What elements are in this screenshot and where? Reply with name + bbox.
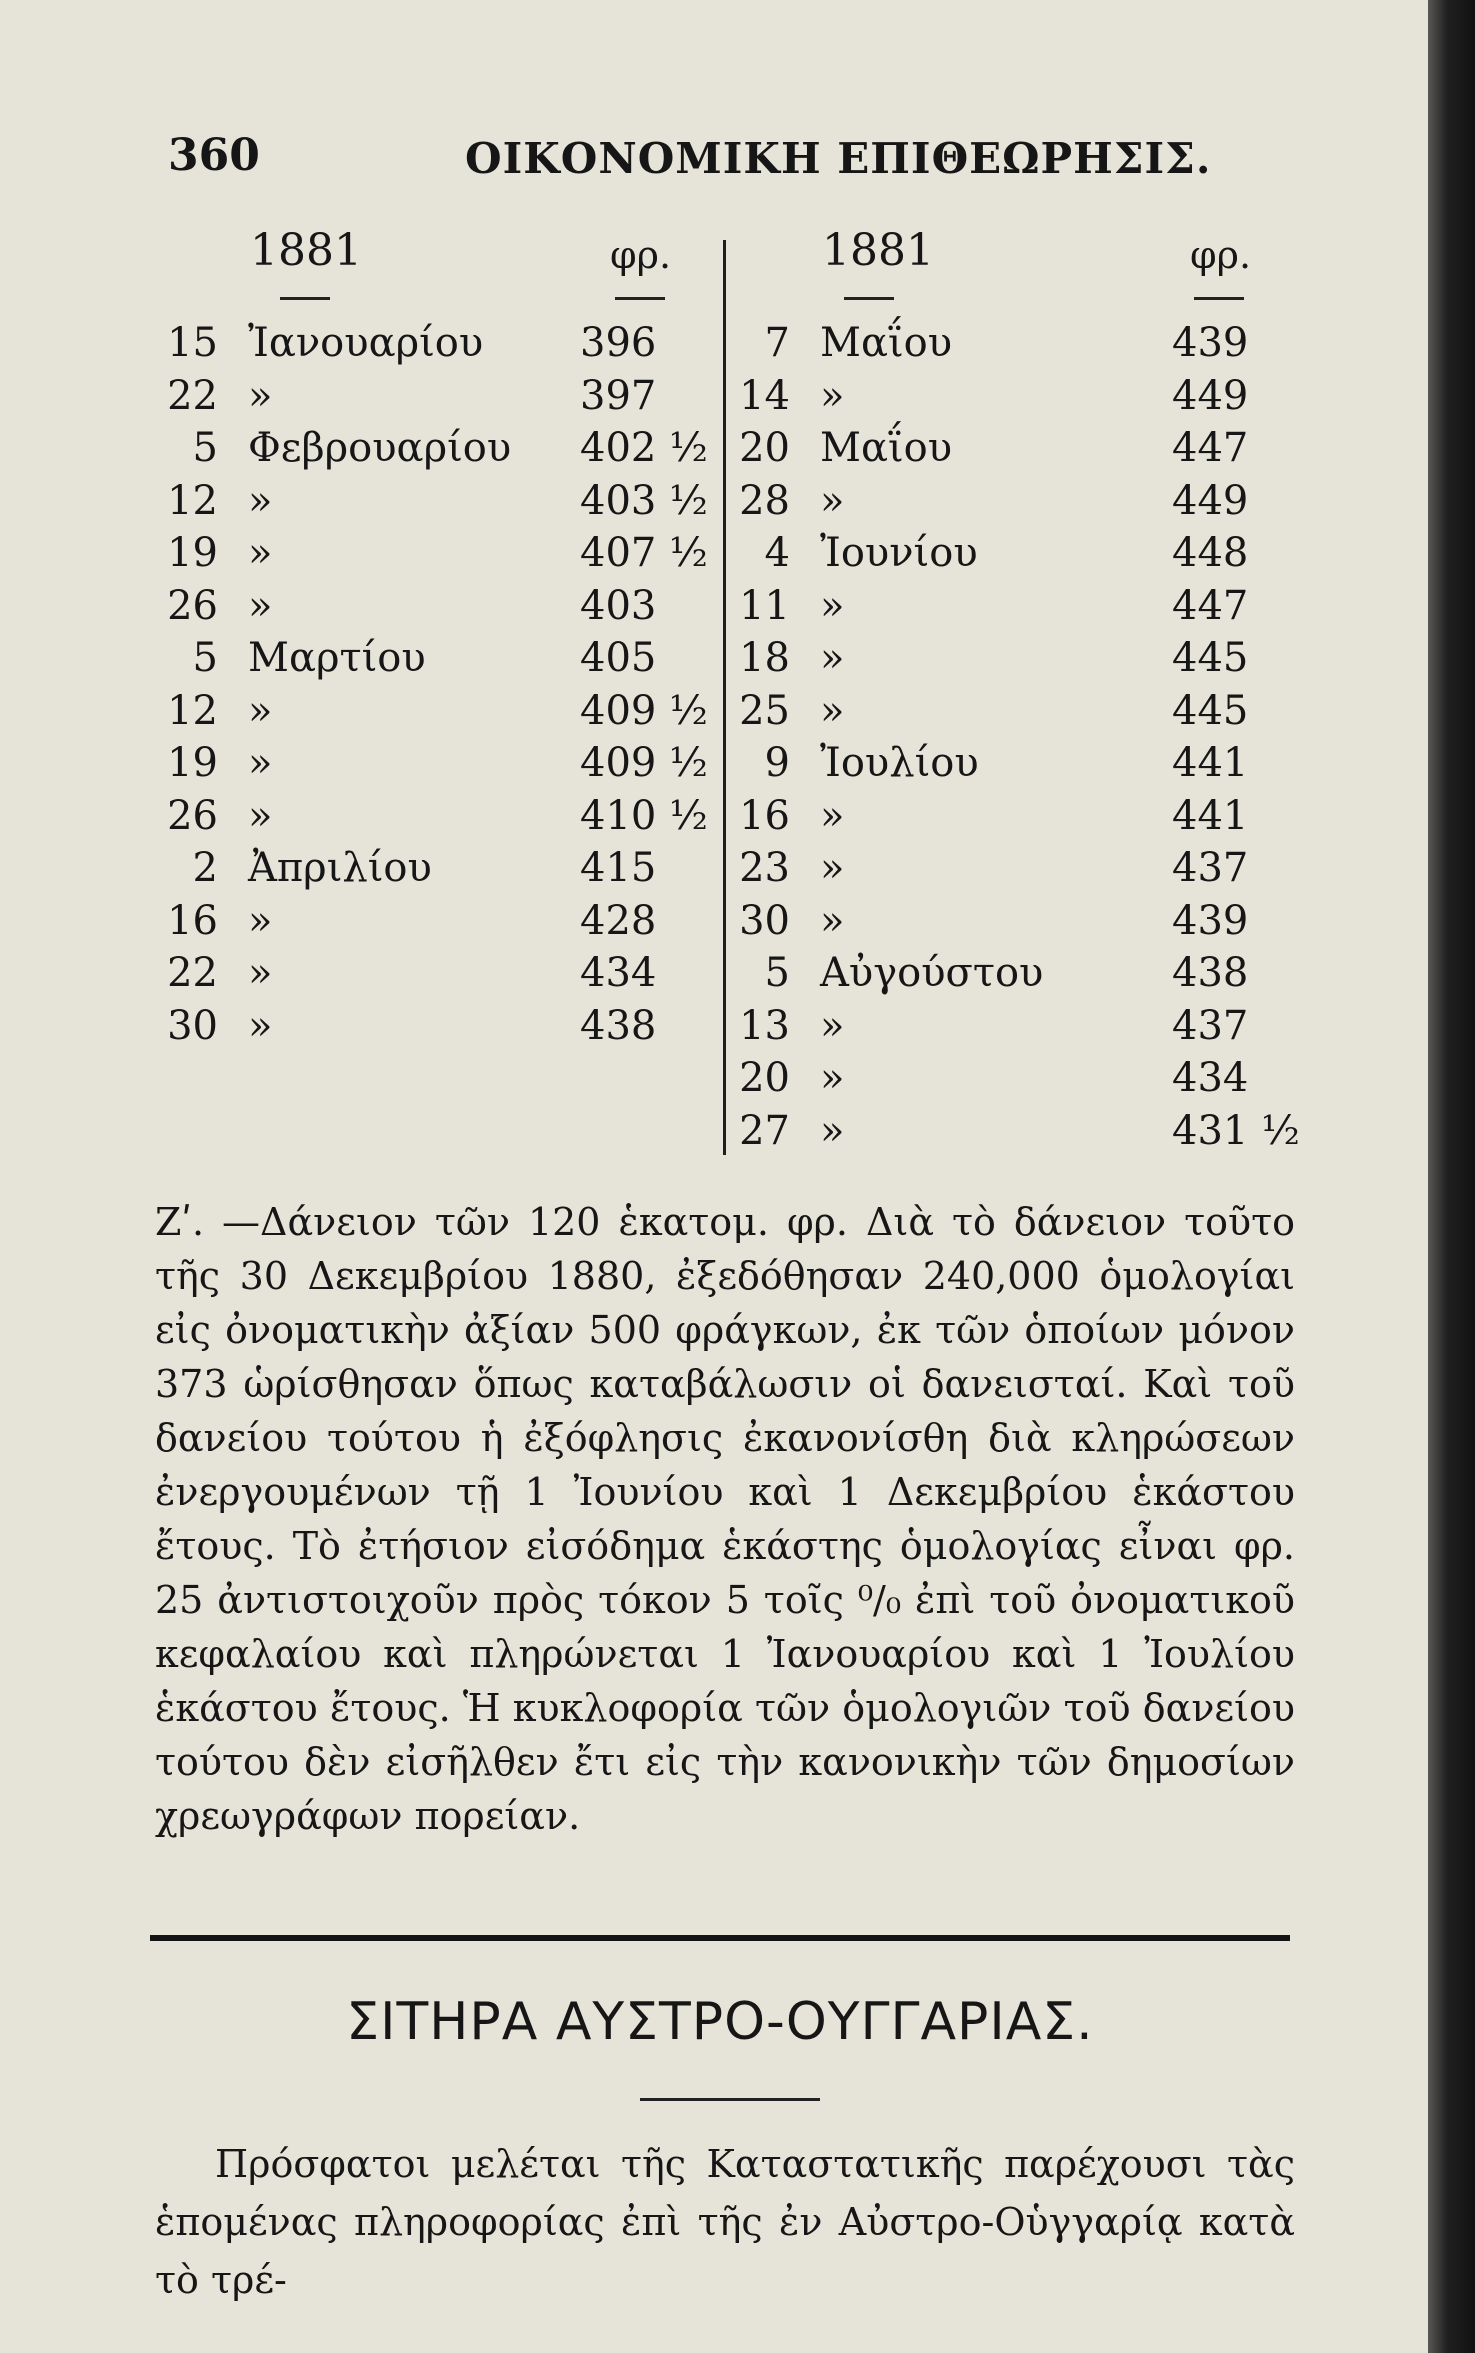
row-day: 19 (167, 740, 218, 786)
table-row (160, 1000, 720, 1052)
row-day: 22 (167, 372, 218, 419)
row-value: 403 (580, 582, 657, 629)
row-month: » (248, 687, 273, 734)
row-day: 4 (764, 530, 790, 576)
column-dash (615, 297, 665, 300)
row-month: Ἰανουαρίου (248, 320, 484, 366)
row-month: » (248, 950, 273, 996)
table-row (160, 737, 720, 789)
row-month: Ἀπριλίου (248, 845, 432, 891)
row-month: » (820, 792, 845, 839)
row-value: 407 ½ (580, 530, 708, 576)
table-row (160, 685, 720, 737)
row-day: 23 (739, 845, 790, 891)
row-value: 437 (1172, 1002, 1249, 1049)
running-title: ΟΙΚΟΝΟΜΙΚΗ ΕΠΙΘΕΩΡΗΣΙΣ. (465, 134, 1212, 183)
row-day: 19 (167, 530, 218, 576)
row-value: 437 (1172, 845, 1249, 891)
table-column-right (732, 225, 1300, 1175)
row-month: Ἰουλίου (820, 740, 979, 786)
row-day: 12 (167, 477, 218, 524)
row-day: 26 (167, 792, 218, 839)
row-day: 14 (739, 372, 790, 419)
table-row (732, 737, 1292, 789)
row-day: 27 (739, 1107, 790, 1154)
row-month: » (820, 582, 845, 629)
row-value: 410 ½ (580, 792, 708, 839)
row-month: » (248, 740, 273, 786)
table-row (160, 422, 720, 474)
column-year: 1881 (822, 225, 934, 276)
row-value: 434 (1172, 1055, 1249, 1101)
row-value: 431 ½ (1172, 1107, 1300, 1154)
row-month: » (248, 792, 273, 839)
row-day: 5 (764, 950, 790, 996)
column-unit: φρ. (610, 233, 672, 277)
row-day: 28 (739, 477, 790, 524)
row-day: 9 (764, 740, 790, 786)
table-row (732, 1105, 1300, 1157)
row-value: 438 (1172, 950, 1249, 996)
page-header (160, 118, 1290, 188)
table-row (160, 895, 720, 947)
section-title: ΣΙΤΗΡΑ ΑΥΣΤΡΟ-ΟΥΓΓΑΡΙΑΣ. (346, 1992, 1094, 2052)
row-month: Μαρτίου (248, 635, 426, 681)
row-month: » (248, 582, 273, 629)
row-value: 434 (580, 950, 657, 996)
row-day: 5 (192, 635, 218, 681)
row-month: » (248, 897, 273, 944)
row-value: 445 (1172, 635, 1249, 681)
table-row (160, 475, 720, 527)
row-value: 448 (1172, 530, 1249, 576)
column-unit: φρ. (1190, 233, 1252, 277)
table-row (160, 370, 720, 422)
book-spine-shadow (1428, 0, 1475, 2353)
table-row (732, 317, 1292, 369)
row-day: 11 (739, 582, 790, 629)
row-month: » (248, 372, 273, 419)
row-month: Φεβρουαρίου (248, 425, 512, 471)
intro-paragraph (155, 2135, 1295, 2309)
row-month: » (820, 1055, 845, 1101)
row-day: 26 (167, 582, 218, 629)
row-month: » (820, 477, 845, 524)
table-row (160, 632, 720, 684)
table-row (732, 527, 1292, 579)
column-divider (723, 240, 726, 1155)
row-day: 20 (739, 425, 790, 471)
row-day: 12 (167, 687, 218, 734)
row-value: 439 (1172, 320, 1249, 366)
column-year: 1881 (250, 225, 362, 276)
row-month: » (820, 635, 845, 681)
row-month: » (820, 1107, 845, 1154)
row-day: 7 (764, 320, 790, 366)
row-day: 16 (167, 897, 218, 944)
table-row (160, 842, 720, 894)
row-month: » (248, 477, 273, 524)
row-day: 30 (167, 1002, 218, 1049)
table-row (160, 317, 720, 369)
row-value: 403 ½ (580, 477, 708, 524)
row-day: 22 (167, 950, 218, 996)
table-row (732, 895, 1292, 947)
row-month: » (820, 372, 845, 419)
loan-paragraph (155, 1195, 1295, 1843)
row-value: 415 (580, 845, 657, 891)
row-value: 409 ½ (580, 740, 708, 786)
row-month: » (820, 687, 845, 734)
row-value: 402 ½ (580, 425, 708, 471)
row-month: » (820, 845, 845, 891)
row-month: Ἰουνίου (820, 530, 978, 576)
row-value: 441 (1172, 740, 1249, 786)
table-row (732, 475, 1292, 527)
row-day: 2 (192, 845, 218, 891)
column-dash (280, 297, 330, 300)
row-month: Αὐγούστου (820, 950, 1044, 996)
section-short-rule (640, 2098, 820, 2101)
section-rule (150, 1935, 1290, 1941)
table-row (160, 790, 720, 842)
row-month: » (248, 530, 273, 576)
table-row (732, 1000, 1292, 1052)
intro-paragraph-text: Πρόσφατοι μελέται τῆς Καταστατικῆς παρέχουσι τὰς ἑπομένας πληροφορίας ἐπὶ τῆς ἐν Αὐστρο-Οὑγγαρίᾳ κατὰ τὸ τρέ- (155, 2142, 1295, 2302)
row-value: 428 (580, 897, 657, 944)
row-day: 15 (167, 320, 218, 366)
table-row (732, 842, 1292, 894)
row-month: » (820, 1002, 845, 1049)
column-dash (1194, 297, 1244, 300)
row-value: 405 (580, 635, 657, 681)
table-row (732, 422, 1292, 474)
row-value: 449 (1172, 477, 1249, 524)
row-value: 409 ½ (580, 687, 708, 734)
row-value: 439 (1172, 897, 1249, 944)
row-value: 447 (1172, 425, 1249, 471)
row-month: » (820, 897, 845, 944)
row-value: 445 (1172, 687, 1249, 734)
row-day: 18 (739, 635, 790, 681)
row-value: 441 (1172, 792, 1249, 839)
table-row (732, 947, 1292, 999)
row-month: Μαΐου (820, 320, 953, 366)
table-row (732, 580, 1292, 632)
table-row (732, 1052, 1292, 1104)
table-row (732, 370, 1292, 422)
table-row (160, 580, 720, 632)
row-value: 449 (1172, 372, 1249, 419)
row-day: 30 (739, 897, 790, 944)
row-month: Μαΐου (820, 425, 953, 471)
table-row (732, 790, 1292, 842)
table-row (160, 947, 720, 999)
row-day: 25 (739, 687, 790, 734)
row-month: » (248, 1002, 273, 1049)
table-column-left (160, 225, 720, 1175)
row-day: 16 (739, 792, 790, 839)
loan-paragraph-text: Ζʹ. —Δάνειον τῶν 120 ἑκατομ. φρ. Διὰ τὸ δάνειον τοῦτο τῆς 30 Δεκεμβρίου 1880, ἐξεδόθησαν 240,000 ὁμολογίαι εἰς ὀνοματικὴν ἀξίαν 500 φράγκων, ἐκ τῶν ὁποίων μόνον 373 ὡρίσθησαν ὅπως καταβάλωσιν οἱ δανεισταί. Καὶ τοῦ δανείου τούτου ἡ ἐξόφλησις ἐκανονίσθη διὰ κληρώσεων ἐνεργουμένων τῇ 1 Ἰουνίου καὶ 1 Δεκεμβρίου ἑκάστου ἔτους. Τὸ ἐτήσιον εἰσόδημα ἑκάστης ὁμολογίας εἶναι φρ. 25 ἀντιστοιχοῦν πρὸς τόκον 5 τοῖς ⁰/₀ ἐπὶ τοῦ ὀνοματικοῦ κεφαλαίου καὶ πληρώνεται 1 Ἰανουαρίου καὶ 1 Ἰουλίου ἑκάστου ἔτους. Ἡ κυκλοφορία τῶν ὁμολογιῶν τοῦ δανείου τούτου δὲν εἰσῆλθεν ἔτι εἰς τὴν κανονικὴν τῶν δημοσίων χρεωγράφων πορείαν. (155, 1200, 1295, 1838)
row-value: 396 (580, 320, 657, 366)
table-row (732, 685, 1292, 737)
row-day: 20 (739, 1055, 790, 1101)
table-row (732, 632, 1292, 684)
row-value: 438 (580, 1002, 657, 1049)
column-dash (844, 297, 894, 300)
row-day: 5 (192, 425, 218, 471)
table-row (160, 527, 720, 579)
row-value: 397 (580, 372, 657, 419)
row-day: 13 (739, 1002, 790, 1049)
price-table (160, 225, 1300, 1175)
page-number: 360 (168, 130, 260, 181)
row-value: 447 (1172, 582, 1249, 629)
